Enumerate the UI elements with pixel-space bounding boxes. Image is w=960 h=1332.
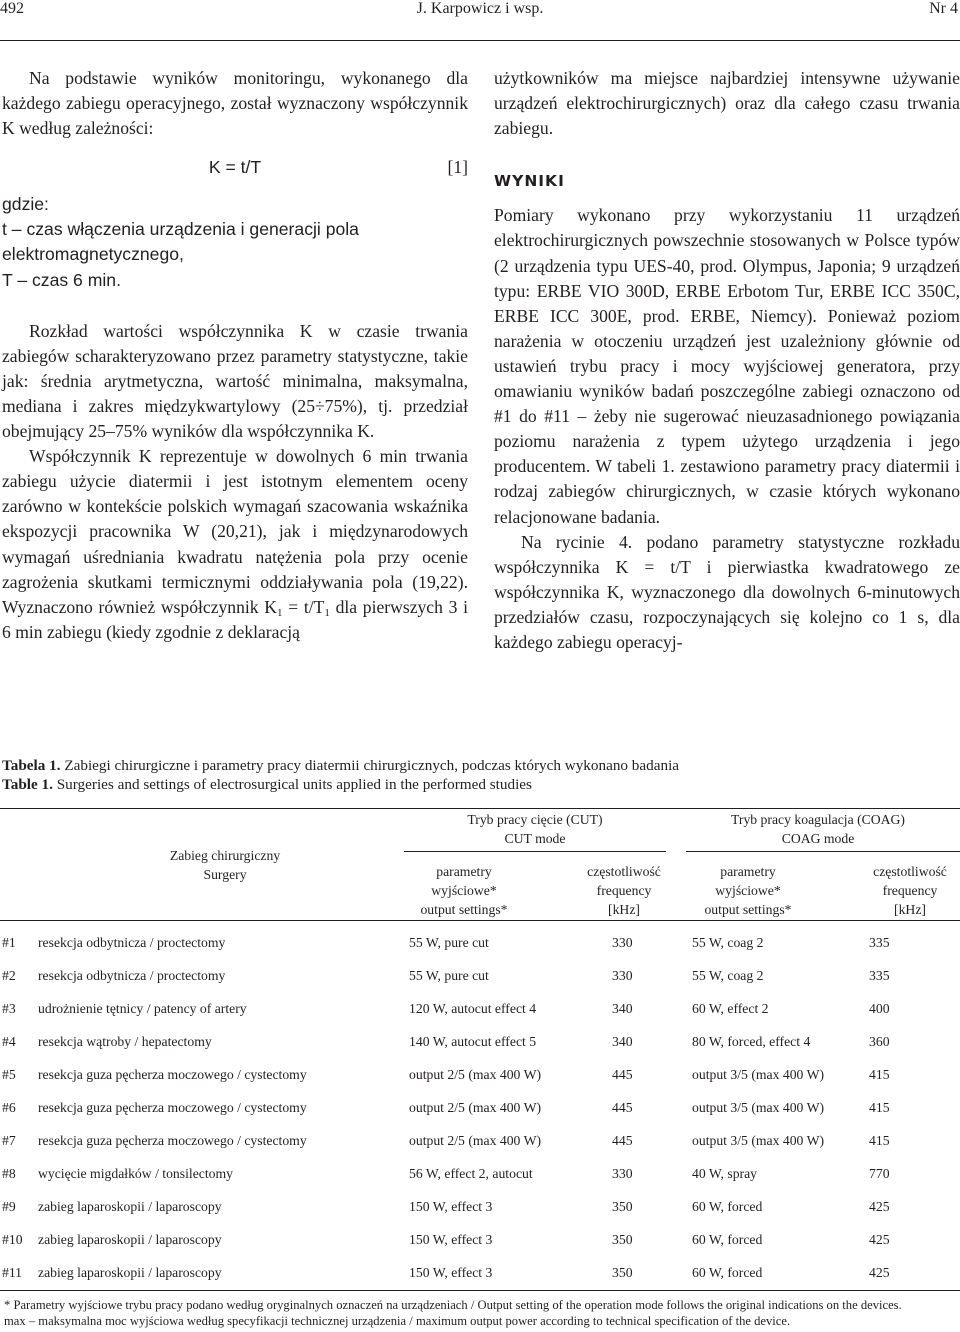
row-surgery: resekcja guza pęcherza moczowego / cystectomy xyxy=(38,1100,307,1115)
row-surgery: resekcja odbytnicza / proctectomy xyxy=(38,968,226,983)
header-cut-mode: Tryb pracy cięcie (CUT) CUT mode xyxy=(467,812,603,846)
row-cut-frequency: 330 xyxy=(612,935,633,950)
formula xyxy=(2,155,468,180)
row-cut-settings: 55 W, pure cut xyxy=(409,968,489,983)
table-row xyxy=(0,1223,960,1256)
row-coag-settings: 60 W, forced xyxy=(692,1265,763,1280)
row-cut-frequency: 445 xyxy=(612,1067,633,1082)
table-caption xyxy=(2,756,679,794)
table-row xyxy=(0,959,960,992)
row-coag-settings: 55 W, coag 2 xyxy=(692,968,764,983)
table-bottom-rule xyxy=(0,1290,960,1291)
row-cut-settings: 56 W, effect 2, autocut xyxy=(409,1166,533,1181)
row-id: #7 xyxy=(2,1133,16,1148)
row-coag-settings: 60 W, forced xyxy=(692,1199,763,1214)
paragraph: Na podstawie wyników monitoringu, wykonanego dla każdego zabiegu operacyjnego, został wyznaczony współczynnik K według zależności: xyxy=(2,68,468,139)
row-coag-frequency: 425 xyxy=(869,1232,890,1247)
row-id: #4 xyxy=(2,1034,16,1049)
row-cut-frequency: 330 xyxy=(612,1166,633,1181)
authors: J. Karpowicz i wsp. xyxy=(416,0,544,17)
row-cut-settings: output 2/5 (max 400 W) xyxy=(409,1133,542,1148)
row-coag-settings: output 3/5 (max 400 W) xyxy=(692,1067,825,1082)
row-cut-frequency: 350 xyxy=(612,1265,633,1280)
row-id: #1 xyxy=(2,935,16,950)
row-cut-settings: 150 W, effect 3 xyxy=(409,1232,493,1247)
left-column xyxy=(2,66,468,645)
header-rule xyxy=(0,40,960,41)
where-label: gdzie: xyxy=(2,194,49,215)
row-surgery: zabieg laparoskopii / laparoscopy xyxy=(38,1232,222,1247)
section-heading: WYNIKI xyxy=(494,172,565,191)
header-coag-params: parametry wyjściowe* output settings* xyxy=(704,864,792,917)
row-cut-frequency: 340 xyxy=(612,1034,633,1049)
right-column xyxy=(494,66,960,655)
header-coag-frequency: częstotliwość frequency [kHz] xyxy=(873,864,947,917)
paragraph: Rozkład wartości współczynnika K w czasie trwania zabiegów scharakteryzowano przez parametry statystyczne, takie jak: średnia arytmetyczna, wartość minimalna, maksymalna, mediana i zakres międzykwartylowy (25÷75%), tj. przedział obejmujący 25–75% wyników dla współczynnika K. xyxy=(2,320,468,442)
row-cut-frequency: 445 xyxy=(612,1133,633,1148)
table-row xyxy=(0,1157,960,1190)
footnote: max – maksymalna moc wyjściowa według specyfikacji technicznej urządzenia / maximum output power according to technical specification of the device. xyxy=(4,1314,791,1328)
table-row xyxy=(0,992,960,1025)
row-coag-settings: 40 W, spray xyxy=(692,1166,758,1181)
row-id: #9 xyxy=(2,1199,16,1214)
formula-expression: K = t/T xyxy=(208,157,262,178)
row-id: #5 xyxy=(2,1067,16,1082)
row-surgery: wycięcie migdałków / tonsilectomy xyxy=(38,1166,234,1181)
row-coag-settings: output 3/5 (max 400 W) xyxy=(692,1133,825,1148)
table-header-rule xyxy=(0,920,960,921)
row-id: #8 xyxy=(2,1166,16,1181)
cut-group-rule xyxy=(404,851,666,852)
row-coag-settings: 80 W, forced, effect 4 xyxy=(692,1034,811,1049)
row-cut-frequency: 330 xyxy=(612,968,633,983)
row-coag-frequency: 415 xyxy=(869,1100,890,1115)
paragraph: Pomiary wykonano przy wykorzystaniu 11 urządzeń elektrochirurgicznych powszechnie stosowanych w Polsce typów (2 urządzenia typu UES-40, prod. Olympus, Japonia; 9 urządzeń typu: ERBE VIO 300D, ERBE Erbotom Tur, ERBE ICC 350C, ERBE ICC 300E, prod. ERBE, Niemcy). Ponieważ poziom narażenia w otoczeniu urządzeń jest uzależniony głównie od ustawień trybu pracy i mocy wyjściowej generatora, przy omawianiu wyników badań poszczególne zabiegi oznaczono od #1 do #11 – żeby nie sugerować nieuzasadnionego powiązania poziomu narażenia z typem użytego urządzenia i jego producentem. W tabeli 1. zestawiono parametry pracy diatermii i rodzaj zabiegów chirurgicznych, w czasie których wykonano relacjonowane badania. xyxy=(494,205,960,527)
row-coag-frequency: 335 xyxy=(869,968,890,983)
row-coag-settings: 60 W, effect 2 xyxy=(692,1001,769,1016)
running-head xyxy=(0,0,960,18)
table-row xyxy=(0,1256,960,1289)
row-surgery: resekcja guza pęcherza moczowego / cystectomy xyxy=(38,1133,307,1148)
table-row xyxy=(0,1124,960,1157)
row-id: #11 xyxy=(2,1265,23,1280)
caption-en: Table 1. Surgeries and settings of electrosurgical units applied in the performed studies xyxy=(2,776,532,793)
definition-t: t – czas włączenia urządzenia i generacji pola elektromagnetycznego, xyxy=(2,219,359,265)
row-surgery: udrożnienie tętnicy / patency of artery xyxy=(38,1001,247,1016)
row-surgery: zabieg laparoskopii / laparoscopy xyxy=(38,1199,222,1214)
row-cut-frequency: 350 xyxy=(612,1232,633,1247)
row-cut-settings: 120 W, autocut effect 4 xyxy=(409,1001,537,1016)
table-row xyxy=(0,926,960,959)
row-surgery: resekcja guza pęcherza moczowego / cystectomy xyxy=(38,1067,307,1082)
table-row xyxy=(0,1091,960,1124)
row-cut-settings: 150 W, effect 3 xyxy=(409,1199,493,1214)
row-coag-settings: output 3/5 (max 400 W) xyxy=(692,1100,825,1115)
table-footnotes xyxy=(4,1297,902,1329)
row-cut-settings: 150 W, effect 3 xyxy=(409,1265,493,1280)
row-surgery: resekcja wątroby / hepatectomy xyxy=(38,1034,212,1049)
page-number: 492 xyxy=(0,0,24,17)
paragraph: użytkowników ma miejsce najbardziej intensywne używanie urządzeń elektrochirurgicznych) oraz dla całego czasu trwania zabiegu. xyxy=(494,68,960,139)
header-cut-frequency: częstotliwość frequency [kHz] xyxy=(587,864,661,917)
caption-pl: Tabela 1. Zabiegi chirurgiczne i parametry pracy diatermii chirurgicznych, podczas których wykonano badania xyxy=(2,757,680,774)
row-coag-settings: 55 W, coag 2 xyxy=(692,935,764,950)
row-id: #10 xyxy=(2,1232,23,1247)
row-cut-settings: output 2/5 (max 400 W) xyxy=(409,1100,542,1115)
row-coag-settings: 60 W, forced xyxy=(692,1232,763,1247)
definition-T: T – czas 6 min. xyxy=(2,269,121,290)
row-cut-settings: 55 W, pure cut xyxy=(409,935,489,950)
row-coag-frequency: 425 xyxy=(869,1199,890,1214)
paragraph: Współczynnik K reprezentuje w dowolnych 6 min trwania zabiegu użycie diatermii i jest istotnym elementem oceny zarówno w kontekście polskich wymagań szacowania wskaźnika ekspozycji pracownika W (20,21), jak i międzynarodowych wymagań uśredniania kwadratu natężenia pola przy ocenie zagrożenia skutkami termicznymi oddziaływania pola (19,22). Wyznaczono również współczynnik $K_1 = t/T_1$ dla pierwszych 3 i 6 min zabiegu (kiedy zgodnie z deklaracją xyxy=(2,446,469,642)
row-cut-settings: output 2/5 (max 400 W) xyxy=(409,1067,542,1082)
row-id: #6 xyxy=(2,1100,16,1115)
row-coag-frequency: 425 xyxy=(869,1265,890,1280)
issue-number: Nr 4 xyxy=(929,0,958,17)
row-cut-settings: 140 W, autocut effect 5 xyxy=(409,1034,537,1049)
row-coag-frequency: 415 xyxy=(869,1067,890,1082)
paragraph: Na rycinie 4. podano parametry statystyczne rozkładu współczynnika K = t/T i pierwiastka kwadratowego ze współczynnika K, wyznaczonego dla dowolnych 6-minutowych przedziałów czasu, rozpoczynających się kolejno co 1 s, dla każdego zabiegu operacyj- xyxy=(494,531,960,652)
row-id: #2 xyxy=(2,968,16,983)
row-cut-frequency: 350 xyxy=(612,1199,633,1214)
footnote: * Parametry wyjściowe trybu pracy podano według oryginalnych oznaczeń na urządzeniach / Output setting of the operation mode follows the original indications on the devices. xyxy=(4,1298,902,1312)
row-id: #3 xyxy=(2,1001,16,1016)
table-header xyxy=(0,808,960,920)
row-cut-frequency: 340 xyxy=(612,1001,633,1016)
header-surgery: Zabieg chirurgiczny Surgery xyxy=(169,848,281,882)
coag-group-rule xyxy=(686,851,960,852)
table-row xyxy=(0,1025,960,1058)
row-coag-frequency: 360 xyxy=(869,1034,890,1049)
header-coag-mode: Tryb pracy koagulacja (COAG) COAG mode xyxy=(731,812,905,846)
row-cut-frequency: 445 xyxy=(612,1100,633,1115)
row-surgery: zabieg laparoskopii / laparoscopy xyxy=(38,1265,222,1280)
table-row xyxy=(0,1190,960,1223)
row-coag-frequency: 770 xyxy=(869,1166,890,1181)
row-coag-frequency: 415 xyxy=(869,1133,890,1148)
header-cut-params: parametry wyjściowe* output settings* xyxy=(420,864,508,917)
row-coag-frequency: 400 xyxy=(869,1001,890,1016)
row-coag-frequency: 335 xyxy=(869,935,890,950)
table-row xyxy=(0,1058,960,1091)
row-surgery: resekcja odbytnicza / proctectomy xyxy=(38,935,226,950)
formula-number: [1] xyxy=(447,157,468,178)
